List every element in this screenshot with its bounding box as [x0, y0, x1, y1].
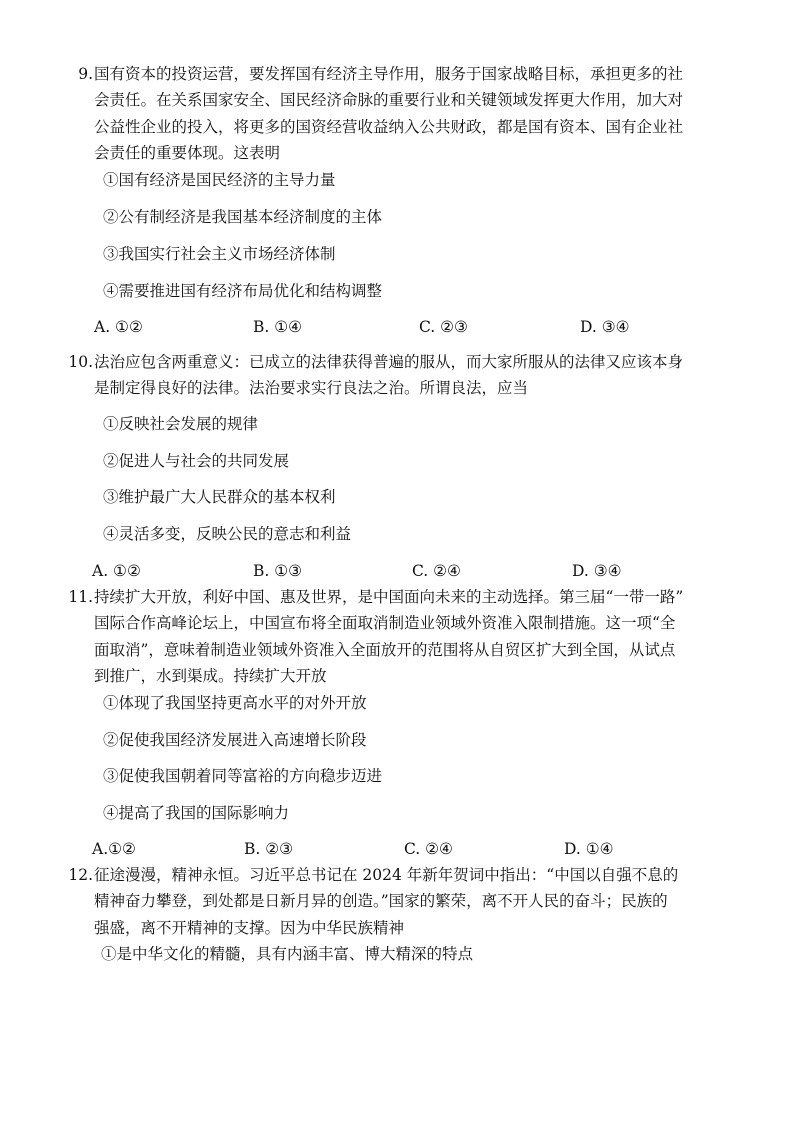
question-number: 9.	[78, 65, 93, 83]
statement-item: ①反映社会发展的规律	[103, 415, 259, 433]
choice-b[interactable]: B. ①④	[253, 318, 303, 336]
question-stem-line: 强盛，离不开精神的支撑。因为中华民族精神	[94, 919, 405, 937]
question-stem-line: 面取消”，意味着制造业领域外资准入全面放开的范围将从自贸区扩大到全国，从试点	[94, 641, 676, 659]
question-stem-line: 是制定得良好的法律。法治要求实行良法之治。所谓良法，应当	[94, 379, 529, 397]
statement-item: ③维护最广大人民群众的基本权利	[103, 488, 336, 506]
question-stem-line: 公益性企业的投入，将更多的国资经营收益纳入公共财政，都是国有资本、国有企业社	[94, 118, 684, 136]
question-stem-line: 会责任的重要体现。这表明	[94, 144, 281, 162]
choice-c[interactable]: C. ②③	[419, 318, 468, 336]
statement-item: ④灵活多变，反映公民的意志和利益	[103, 525, 352, 543]
statement-item: ④需要推进国有经济布局优化和结构调整	[103, 282, 383, 300]
statement-item: ②公有制经济是我国基本经济制度的主体	[103, 208, 383, 226]
choice-c[interactable]: C. ②④	[404, 840, 453, 858]
question-stem-line: 精神奋力攀登，到处都是日新月异的创造。”国家的繁荣，离不开人民的奋斗；民族的	[94, 892, 668, 910]
statement-item: ③促使我国朝着同等富裕的方向稳步迈进	[103, 767, 383, 785]
statement-item: ③我国实行社会主义市场经济体制	[103, 245, 336, 263]
statement-item: ①国有经济是国民经济的主导力量	[103, 171, 336, 189]
question-stem-line: 到推广，水到渠成。持续扩大开放	[94, 667, 327, 685]
question-number: 12.	[68, 866, 93, 884]
choice-c[interactable]: C. ②④	[412, 562, 461, 580]
question-number: 11.	[68, 588, 93, 606]
question-stem-line: 10. 法治应包含两重意义：已成立的法律获得普遍的服从，而大家所服从的法律又应该本身	[68, 353, 684, 371]
statement-item: ④提高了我国的国际影响力	[103, 804, 290, 822]
choice-a[interactable]: A. ①②	[94, 318, 143, 336]
question-stem-line: 9. 国有资本的投资运营，要发挥国有经济主导作用，服务于国家战略目标，承担更多的社	[78, 65, 684, 83]
choice-b[interactable]: B. ①③	[253, 562, 303, 580]
statement-item: ①是中华文化的精髓，具有内涵丰富、博大精深的特点	[101, 945, 474, 963]
statement-item: ②促使我国经济发展进入高速增长阶段	[103, 731, 367, 749]
question-stem-line: 11. 持续扩大开放，利好中国、惠及世界，是中国面向未来的主动选择。第三届“一带一路”	[68, 588, 684, 606]
statement-item: ①体现了我国坚持更高水平的对外开放	[103, 694, 367, 712]
question-stem-line: 会责任。在关系国家安全、国民经济命脉的重要行业和关键领域发挥更大作用，加大对	[94, 91, 684, 109]
choice-d[interactable]: D. ①④	[564, 840, 614, 858]
question-number: 10.	[68, 353, 93, 371]
choice-a[interactable]: A.①②	[92, 840, 136, 858]
choice-b[interactable]: B. ②③	[244, 840, 294, 858]
choice-d[interactable]: D. ③④	[572, 562, 622, 580]
choice-a[interactable]: A. ①②	[92, 562, 141, 580]
statement-item: ②促进人与社会的共同发展	[103, 452, 290, 470]
question-stem-line: 国际合作高峰论坛上，中国宣布将全面取消制造业领域外资准入限制措施。这一项“全	[94, 614, 676, 632]
choice-d[interactable]: D. ③④	[580, 318, 630, 336]
question-stem-line: 12. 征途漫漫，精神永恒。习近平总书记在 2024 年新年贺词中指出：“中国以自强不息的	[68, 866, 679, 884]
